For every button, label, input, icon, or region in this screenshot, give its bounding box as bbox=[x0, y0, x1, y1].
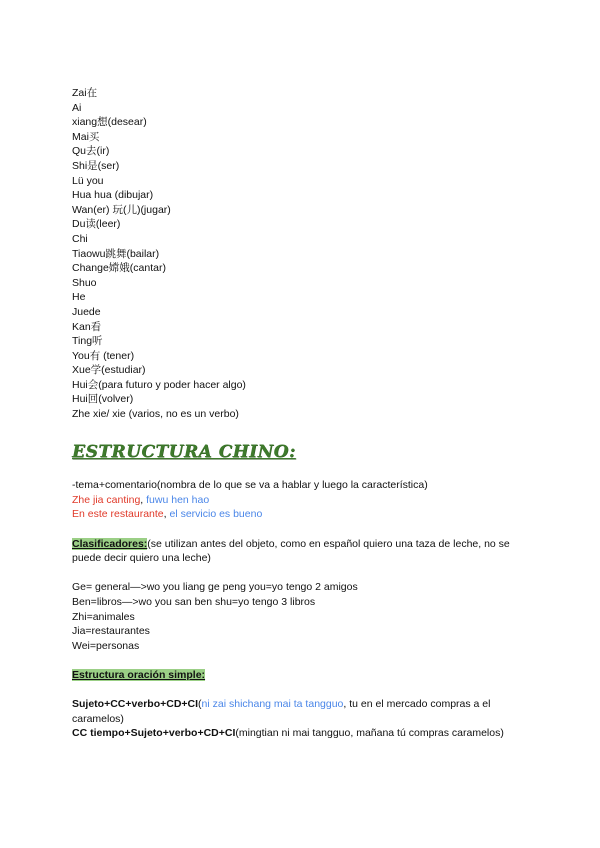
vocab-item: Xue学(estudiar) bbox=[72, 364, 146, 377]
vocab-item: You有 (tener) bbox=[72, 349, 135, 362]
clasificadores-paragraph bbox=[72, 537, 532, 566]
tema-comentario-line: -tema+comentario(nombra de lo que se va a hablar y luego la característica) bbox=[72, 479, 428, 492]
example-spanish bbox=[72, 507, 532, 522]
vocab-item: Kan看 bbox=[72, 320, 102, 333]
clasificadores-label: Clasificadores: bbox=[72, 537, 148, 550]
structure-1-example: ni zai shichang mai ta tangguo bbox=[201, 698, 344, 711]
vocab-item: Hua hua (dibujar) bbox=[72, 189, 154, 202]
example-chinese bbox=[72, 493, 532, 508]
section-heading bbox=[72, 442, 532, 464]
vocab-item: Hui回(volver) bbox=[72, 393, 134, 406]
vocab-item: Chi bbox=[72, 232, 88, 245]
clasificador-item: Wei=personas bbox=[72, 639, 140, 652]
structure-1-rest: , tu en el mercado compras a el caramelos) bbox=[72, 698, 491, 725]
vocab-item: Change嫦娥(cantar) bbox=[72, 262, 166, 275]
clasificador-item: Ben=libros—>wo you san ben shu=yo tengo 3 libros bbox=[72, 596, 316, 608]
example-topic: Zhe jia canting bbox=[72, 493, 141, 506]
example-comma-es: , bbox=[163, 508, 170, 521]
oracion-heading-line bbox=[72, 668, 532, 683]
vocab-list bbox=[72, 86, 532, 422]
structure-1-formula: Sujeto+CC+verbo+CD+CI bbox=[72, 698, 199, 711]
oracion-label: Estructura oración simple: bbox=[72, 668, 206, 681]
example-comment: fuwu hen hao bbox=[146, 493, 210, 506]
clasificadores-desc: (se utilizan antes del objeto, como en español quiero una taza de leche, no se puede decir quiero una leche) bbox=[72, 537, 510, 565]
clasificador-item: Ge= general—>wo you liang ge peng you=yo tengo 2 amigos bbox=[72, 581, 358, 594]
vocab-item: Hui会(para futuro y poder hacer algo) bbox=[72, 378, 246, 391]
vocab-item: Zai在 bbox=[72, 87, 98, 99]
example-topic-es: En este restaurante bbox=[72, 508, 164, 521]
vocab-item: Qu去(ir) bbox=[72, 145, 110, 158]
clasificadores-list bbox=[72, 580, 532, 653]
vocab-item: Tiaowu跳舞(bailar) bbox=[72, 247, 160, 260]
vocab-item: Lü you bbox=[72, 174, 104, 187]
vocab-item: Wan(er) 玩(儿)(jugar) bbox=[72, 203, 171, 216]
heading-estructura-chino: ESTRUCTURA CHINO: bbox=[72, 441, 296, 462]
vocab-item: Mai买 bbox=[72, 130, 100, 143]
structure-2 bbox=[72, 726, 532, 741]
clasificador-item: Jia=restaurantes bbox=[72, 625, 150, 638]
vocab-item: Shuo bbox=[72, 276, 97, 289]
structure-2-formula: CC tiempo+Sujeto+verbo+CD+CI bbox=[72, 727, 236, 740]
vocab-item: xiang想(desear) bbox=[72, 116, 147, 129]
clasificador-item: Zhi=animales bbox=[72, 610, 135, 623]
vocab-item: Juede bbox=[72, 305, 101, 318]
vocab-item: He bbox=[72, 291, 86, 304]
example-comma: , bbox=[140, 493, 147, 506]
vocab-item: Ai bbox=[72, 101, 82, 114]
vocab-item: Shi是(ser) bbox=[72, 159, 120, 172]
structure-1 bbox=[72, 697, 532, 726]
document-page bbox=[72, 86, 532, 741]
structure-2-rest: (mingtian ni mai tangguo, mañana tú compras caramelos) bbox=[235, 727, 504, 740]
vocab-item: Ting听 bbox=[72, 335, 103, 348]
structure-1-open: ( bbox=[198, 698, 202, 711]
vocab-item: Zhe xie/ xie (varios, no es un verbo) bbox=[72, 408, 239, 421]
vocab-item: Du读(leer) bbox=[72, 218, 121, 231]
example-comment-es: el servicio es bueno bbox=[169, 508, 263, 521]
